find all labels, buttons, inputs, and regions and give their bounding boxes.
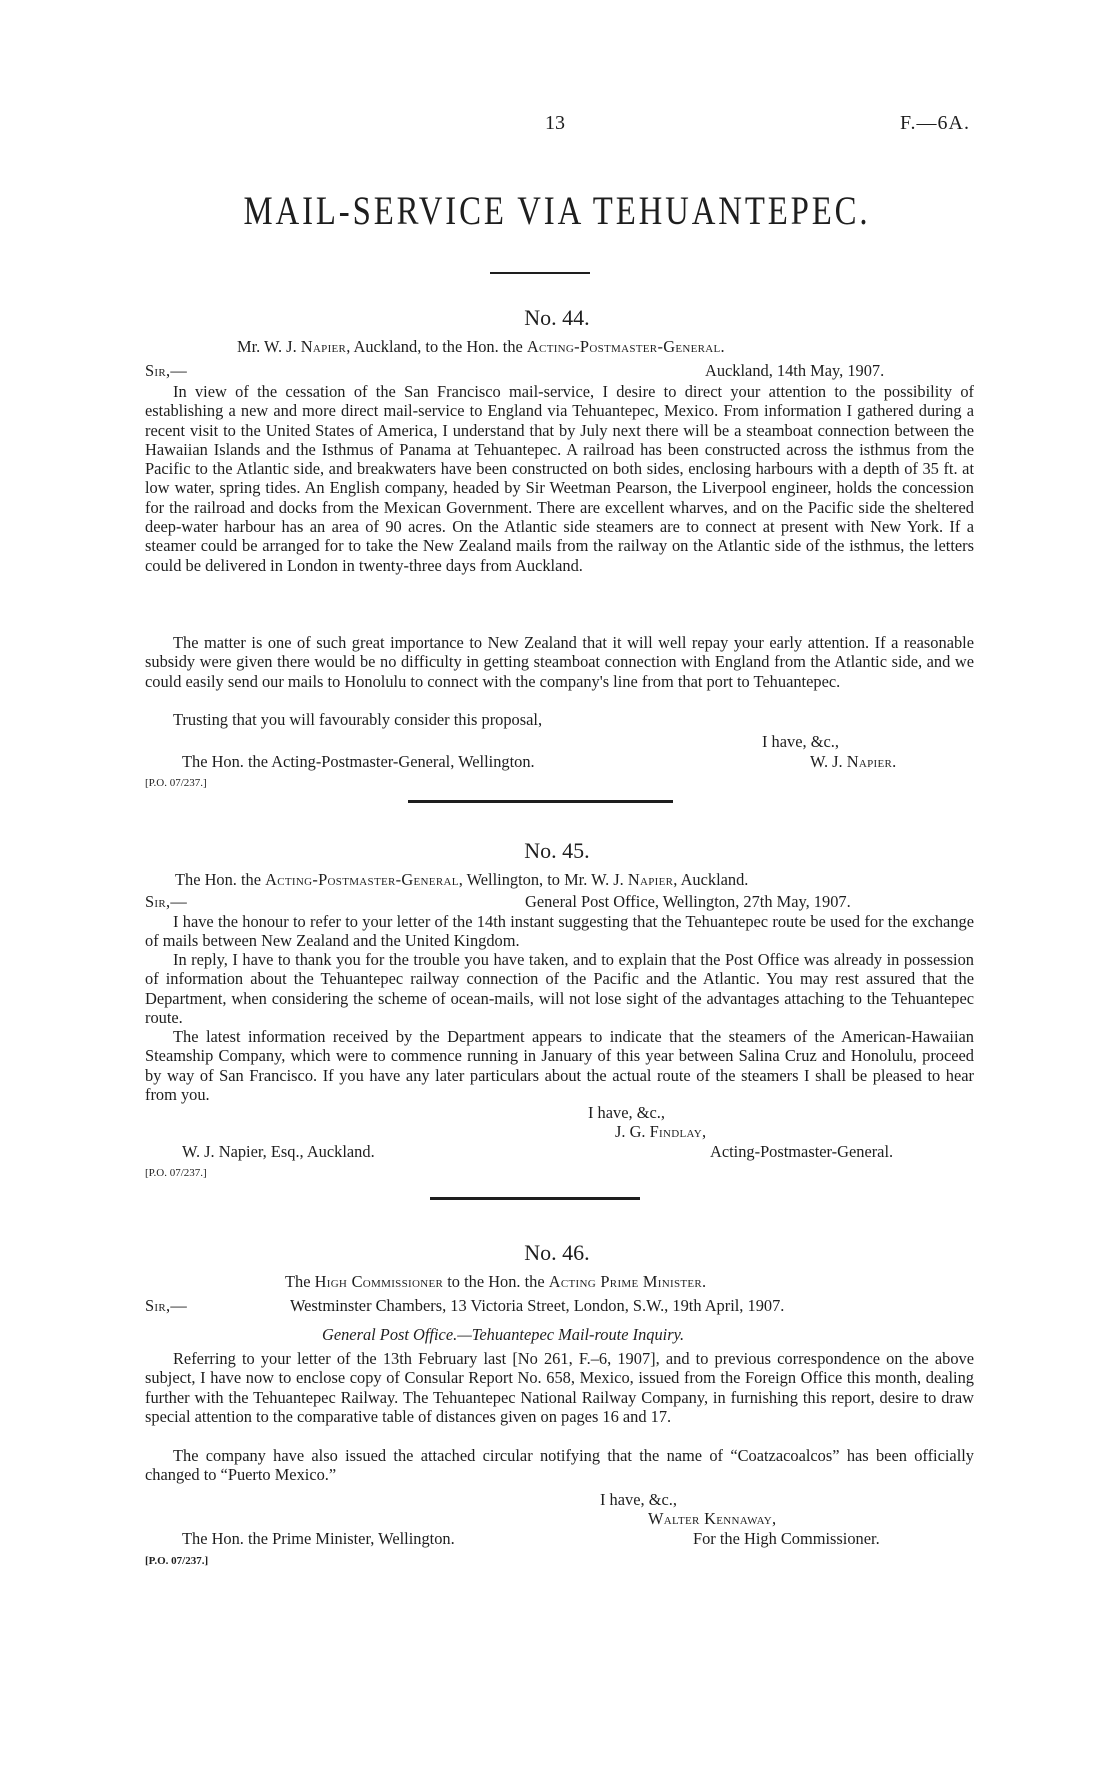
- letter-46-paragraph-1: Referring to your letter of the 13th February last [No 261, F.–6, 1907], and to previous correspondence on the above subject, I have now to enclose copy of Consular Report No. 658, Mexico, issued from the Foreign Office this month, dealing further with the Tehuantepec Railway. The Tehuantepec National Railway Company, in furnishing this report, desire to draw special attention to the comparative table of distances given on pages 16 and 17.: [145, 1349, 974, 1426]
- letter-45-paragraph-3: The latest information received by the Department appears to indicate that the steamers of the American-Hawaiian Steamship Company, which were to commence running in January of this year between Salina Cruz and Honolulu, proceed by way of San Francisco. If you have any later particulars about the actual route of the steamers I shall be pleased to hear from you.: [145, 1027, 974, 1104]
- letter-46-closing: I have, &c.,: [600, 1490, 677, 1509]
- letter-46-place-date: Westminster Chambers, 13 Victoria Street, London, S.W., 19th April, 1907.: [290, 1296, 785, 1315]
- letter-44-place-date: Auckland, 14th May, 1907.: [705, 361, 885, 380]
- letter-46-from-line: The High Commissioner to the Hon. the Acting Prime Minister.: [285, 1272, 707, 1291]
- letter-45-closing: I have, &c.,: [588, 1103, 665, 1122]
- letter-44-file-reference: [P.O. 07/237.]: [145, 777, 207, 789]
- letter-46-paragraph-2: The company have also issued the attached circular notifying that the name of “Coatzacoalcos” has been officially changed to “Puerto Mexico.”: [145, 1446, 974, 1485]
- letter-45-addressee: W. J. Napier, Esq., Auckland.: [182, 1142, 375, 1161]
- title-rule: [490, 272, 590, 274]
- letter-46-addressee: The Hon. the Prime Minister, Wellington.: [182, 1529, 455, 1548]
- letter-44-salutation: Sir,—: [145, 361, 188, 380]
- letter-45-signature-title: Acting-Postmaster-General.: [710, 1142, 894, 1161]
- letter-45-paragraph-2: In reply, I have to thank you for the trouble you have taken, and to explain that the Post Office was already in possession of information about the Tehuantepec railway connection of the Pacific and the Atlantic. You may rest assured that the Department, when considering the scheme of ocean-mails, will not lose sight of the advantages attaching to the Tehuantepec route.: [145, 950, 974, 1027]
- letter-46-signature: Walter Kennaway,: [648, 1509, 777, 1528]
- letter-44-paragraph-3: Trusting that you will favourably consider this proposal,: [173, 710, 543, 729]
- letter-45-salutation: Sir,—: [145, 892, 188, 911]
- letter-44-from-line: Mr. W. J. Napier, Auckland, to the Hon. the Acting-Postmaster-General.: [237, 337, 725, 356]
- letter-44-paragraph-2: The matter is one of such great importance to New Zealand that it will well repay your early attention. If a reasonable subsidy were given there would be no difficulty in getting steamboat connection with England from the Atlantic side, and we could easily send our mails to Honolulu to connect with the company's line from that port to Tehuantepec.: [145, 633, 974, 691]
- letter-divider: [408, 800, 673, 803]
- page-title: MAIL-SERVICE VIA TEHUANTEPEC.: [243, 188, 871, 233]
- letter-44-addressee: The Hon. the Acting-Postmaster-General, Wellington.: [182, 752, 535, 771]
- letter-45-place-date: General Post Office, Wellington, 27th May, 1907.: [525, 892, 851, 911]
- letter-45-paragraph-1: I have the honour to refer to your letter of the 14th instant suggesting that the Tehuantepec route be used for the exchange of mails between New Zealand and the United Kingdom.: [145, 912, 974, 951]
- letter-45-number: No. 45.: [524, 838, 590, 863]
- letter-divider: [430, 1197, 640, 1200]
- letter-44-number: No. 44.: [524, 305, 590, 330]
- document-reference: F.—6A.: [900, 112, 970, 134]
- letter-46-signature-title: For the High Commissioner.: [693, 1529, 880, 1548]
- letter-46-subject: General Post Office.—Tehuantepec Mail-route Inquiry.: [322, 1325, 685, 1344]
- letter-46-number: No. 46.: [524, 1240, 590, 1265]
- letter-44-paragraph-1: In view of the cessation of the San Francisco mail-service, I desire to direct your attention to the possibility of establishing a new and more direct mail-service to England via Tehuantepec, Mexico. From information I gathered during a recent visit to the United States of America, I understand that by July next there will be a steamboat connection between the Hawaiian Islands and the Isthmus of Panama at Tehuantepec. A railroad has been constructed across the isthmus from the Pacific to the Atlantic side, and breakwaters have been constructed on both sides, enclosing harbours with a depth of 35 ft. at low water, spring tides. An English company, headed by Sir Weetman Pearson, the Liverpool engineer, holds the concession for the railroad and docks from the Mexican Government. There are excellent wharves, and on the Pacific side the sheltered deep-water harbour has an area of 90 acres. On the Atlantic side steamers are to connect at present with New York. If a steamer could be arranged for to take the New Zealand mails from the railway on the Atlantic side of the isthmus, the letters could be delivered in London in twenty-three days from Auckland.: [145, 382, 974, 575]
- letter-46-salutation: Sir,—: [145, 1296, 188, 1315]
- letter-44-closing: I have, &c.,: [762, 732, 839, 751]
- letter-45-from-line: The Hon. the Acting-Postmaster-General, Wellington, to Mr. W. J. Napier, Auckland.: [175, 870, 749, 889]
- letter-44-signature: W. J. Napier.: [810, 752, 897, 771]
- page-number: 13: [545, 112, 565, 134]
- letter-45-file-reference: [P.O. 07/237.]: [145, 1167, 207, 1179]
- letter-46-file-reference: [P.O. 07/237.]: [145, 1555, 209, 1567]
- letter-45-signature: J. G. Findlay,: [615, 1122, 707, 1141]
